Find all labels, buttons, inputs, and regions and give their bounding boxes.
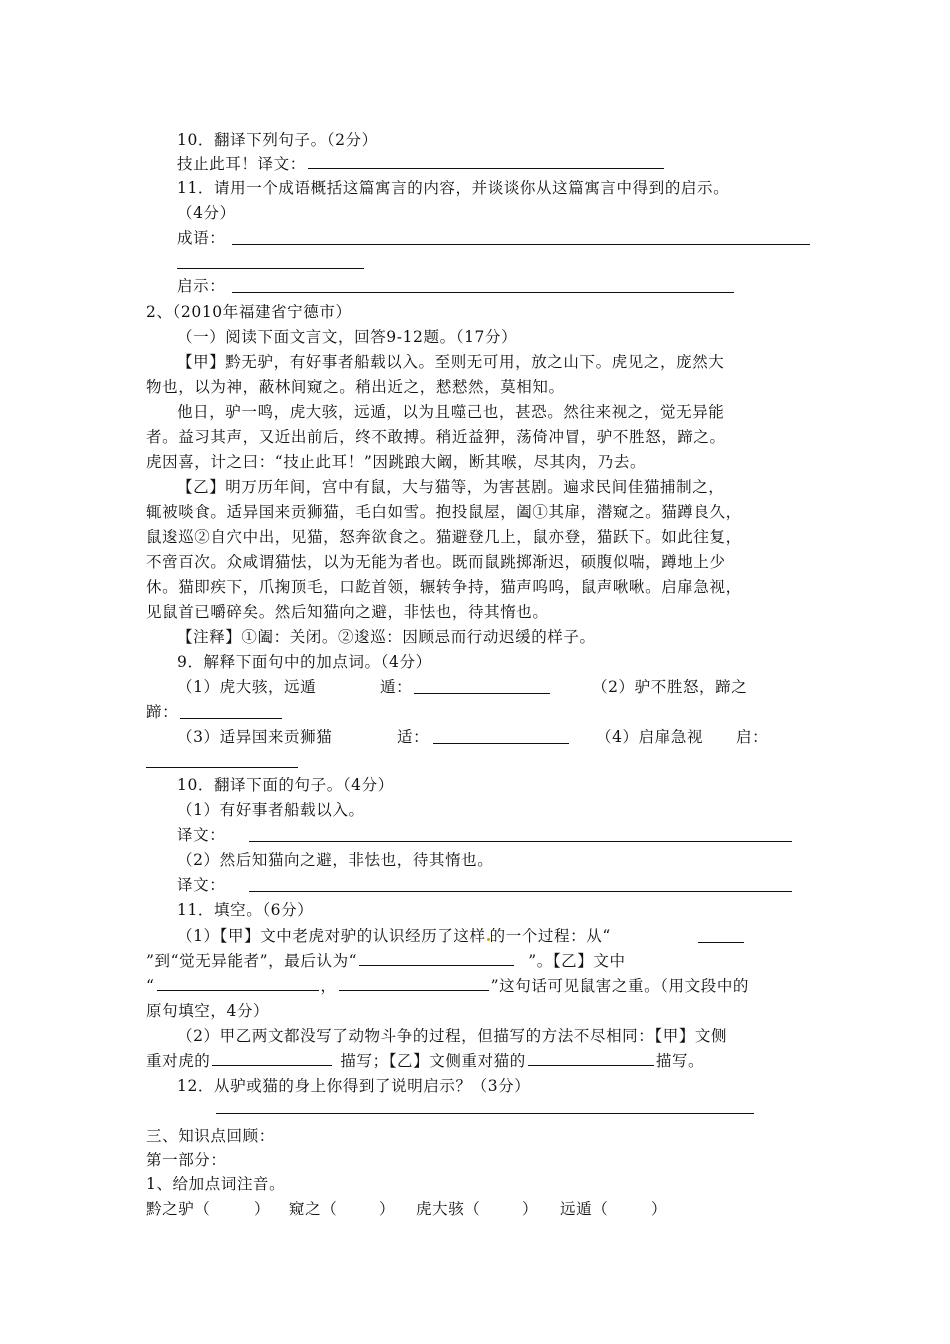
q9-item1-blank[interactable] [414, 693, 550, 694]
q11b-p1-line1 [177, 926, 611, 946]
passage-b-line3: 鼠逡巡②自穴中出，见猫，怒奔欲食之。猫避登几上，鼠亦登，猫跃下。如此往复， [146, 528, 742, 546]
q11-idiom-blank-cont[interactable] [177, 268, 364, 269]
q9-item4-blank[interactable] [146, 767, 298, 768]
q10b-sentence2: （2）然后知猫向之避，非怯也，待其惰也。 [177, 851, 494, 869]
pinyin-item-2: 窥之（ [289, 1200, 338, 1218]
q11b-p2-line2-c: 描写。 [655, 1052, 705, 1070]
q10b-title: 10．翻译下面的句子。（4分） [177, 776, 394, 794]
q11b-blank-f[interactable] [528, 1051, 654, 1066]
q11b-p1-line2-a: ”到“觉无异能者”，最后认为“ [146, 952, 358, 970]
q11-line2: （4分） [177, 204, 236, 222]
q11b-p1-line1-b: 的一个过程：从“ [489, 927, 611, 945]
q11b-p1-line3 [146, 976, 749, 996]
q11-line1: 11．请用一个成语概括这篇寓言的内容，并谈谈你从这篇寓言中得到的启示。 [177, 179, 730, 197]
q11-idiom-blank[interactable] [232, 244, 810, 245]
passage-b-line6: 见鼠首已嚼碎矣。然后知猫向之避，非怯也，待其惰也。 [146, 603, 549, 621]
q11b-blank-e[interactable] [212, 1051, 332, 1066]
pinyin-item-4-close: ） [651, 1200, 668, 1218]
q11-insight-blank[interactable] [232, 292, 734, 293]
notes: 【注释】①阖：关闭。②逡巡：因顾忌而行动迟缓的样子。 [177, 628, 596, 646]
pinyin-item-2-close: ） [379, 1200, 396, 1218]
q9-item1-word: 遁： [380, 678, 413, 696]
q10b-label1: 译文： [177, 826, 226, 844]
passage-a-p1-line2: 物也，以为神，蔽林间窥之。稍出近之，慭慭然，莫相知。 [146, 378, 565, 396]
q9-item4-word: 启： [736, 728, 769, 746]
q11b-p1-line1-a: （1）【甲】文中老虎对驴的认识经历了这样 [177, 927, 486, 945]
q9-item3-blank[interactable] [433, 743, 569, 744]
q10-sentence-text: 技止此耳！译文： [177, 155, 306, 173]
pinyin-item-3-close: ） [522, 1200, 539, 1218]
q11b-p1-line2-b: ”。【乙】文中 [528, 952, 626, 970]
q12-answer-blank[interactable] [216, 1113, 754, 1114]
q10b-answer1-blank[interactable] [249, 841, 792, 842]
q9-title: 9．解释下面句中的加点词。（4分） [177, 653, 432, 671]
q9-item3-word: 适： [397, 728, 430, 746]
q10b-label2: 译文： [177, 876, 226, 894]
section3-heading: 三、知识点回顾： [146, 1127, 275, 1145]
pinyin-item-4: 远遁（ [560, 1200, 609, 1218]
q11-idiom-label: 成语： [177, 229, 226, 247]
q10b-sentence1: （1）有好事者船载以入。 [177, 801, 365, 819]
pinyin-item-3: 虎大骇（ [416, 1200, 481, 1218]
passage-b-line1: 【乙】明万历年间，宫中有鼠，大与猫等，为害甚剧。遍求民间佳猫捕制之， [177, 478, 725, 496]
passage-a-p2-line3: 虎因喜，计之曰：“技止此耳！”因跳踉大阚，断其喉，尽其肉，乃去。 [146, 453, 647, 471]
passage-b-line2: 辄被啖食。适异国来贡狮猫，毛白如雪。抱投鼠屋，阖①其扉，潜窥之。猫蹲良久， [146, 503, 742, 521]
q9-item4: （4）启扉急视 [596, 728, 704, 746]
q11b-p2-line2-b: 描写；【乙】文侧重对猫的 [340, 1052, 526, 1070]
q11b-blank-c[interactable] [157, 976, 319, 991]
passage-a-p2-line2: 者。益习其声，又近出前后，终不敢搏。稍近益狎，荡倚冲冒，驴不胜怒，蹄之。 [146, 428, 726, 446]
section3-part: 第一部分： [146, 1151, 227, 1169]
section3-task: 1、给加点词注音。 [146, 1175, 286, 1193]
q12-title: 12．从驴或猫的身上你得到了说明启示？（3分） [177, 1077, 531, 1095]
q11b-p2-line2-a: 重对虎的 [146, 1052, 211, 1070]
passage-b-line4: 不啻百次。众咸谓猫怯，以为无能为者也。既而鼠跳掷渐迟，硕腹似喘，蹲地上少 [146, 553, 726, 571]
q11b-p2-line2 [146, 1051, 704, 1071]
q10-title: 10．翻译下列句子。（2分） [177, 131, 378, 149]
q9-item2-word: 蹄： [146, 703, 179, 721]
q11b-p1-line3-b: ， [320, 977, 337, 995]
q11b-p1-line4: 原句填空，4分） [146, 1002, 270, 1020]
passage-b-line5: 休。猫即疾下，爪掬顶毛，口龁首领，辗转争持，猫声呜呜，鼠声啾啾。启扉急视， [146, 578, 742, 596]
q11b-p1-line2 [146, 951, 626, 971]
q11b-p1-line3-c: ”这句话可见鼠害之重。（用文段中的 [490, 977, 750, 995]
section2-instruction: （一）阅读下面文言文，回答9-12题。（17分） [177, 328, 518, 346]
q11b-p1-line3-a: “ [146, 977, 155, 995]
q11b-blank-d[interactable] [339, 976, 489, 991]
q9-item2: （2）驴不胜怒，蹄之 [592, 678, 748, 696]
section2-heading: 2、（2010年福建省宁德市） [146, 303, 352, 321]
pinyin-item-1: 黔之驴（ [146, 1200, 211, 1218]
q9-item3: （3）适异国来贡狮猫 [177, 728, 333, 746]
q10b-answer2-blank[interactable] [249, 891, 792, 892]
q11b-title: 11．填空。（6分） [177, 901, 314, 919]
q10-sentence [177, 154, 666, 174]
pinyin-item-1-close: ） [254, 1200, 271, 1218]
passage-a-p2-line1: 他日，驴一鸣，虎大骇，远遁，以为且噬己也，甚恐。然往来视之，觉无异能 [177, 403, 725, 421]
q11-insight-label: 启示： [177, 277, 226, 295]
q11b-blank-a[interactable] [698, 942, 744, 943]
q10-answer-blank[interactable] [308, 154, 664, 169]
passage-a-p1-line1: 【甲】黔无驴，有好事者船载以入。至则无可用，放之山下。虎见之，庞然大 [177, 353, 725, 371]
q9-item2-blank[interactable] [180, 718, 282, 719]
q11b-p2-line1: （2）甲乙两文都没写了动物斗争的过程，但描写的方法不尽相同：【甲】文侧 [177, 1027, 728, 1045]
q9-item1: （1）虎大骇，远遁 [177, 678, 317, 696]
q11b-blank-b[interactable] [359, 951, 514, 966]
